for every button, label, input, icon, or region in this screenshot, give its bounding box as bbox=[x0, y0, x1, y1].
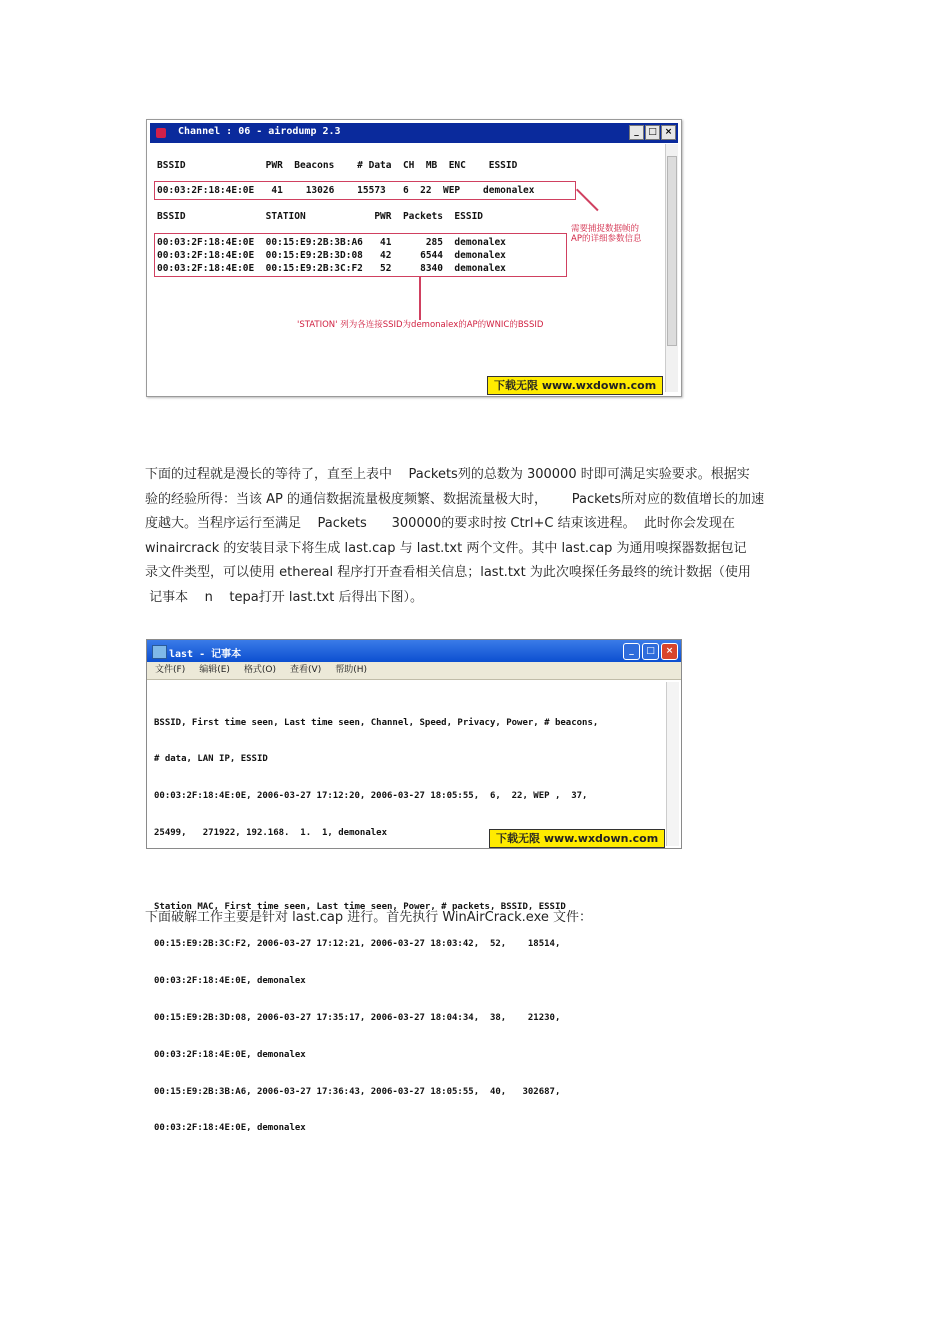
text-line: 00:15:E9:2B:3B:A6, 2006-03-27 17:36:43, 2006-03-27 18:05:55, 40, 302687, bbox=[154, 1086, 561, 1097]
station-row: 00:03:2F:18:4E:0E 00:15:E9:2B:3D:08 42 6544 demonalex bbox=[157, 250, 506, 261]
text-line: 00:03:2F:18:4E:0E, 2006-03-27 17:12:20, 2006-03-27 18:05:55, 6, 22, WEP , 37, bbox=[154, 791, 588, 802]
menu-view[interactable]: 查看(V) bbox=[290, 665, 322, 675]
menu-help[interactable]: 帮助(H) bbox=[335, 665, 368, 675]
minimize-button[interactable]: _ bbox=[629, 125, 644, 140]
text-line: # data, LAN IP, ESSID bbox=[154, 754, 268, 765]
ap-table-header: BSSID PWR Beacons # Data CH MB ENC ESSID bbox=[157, 160, 518, 171]
text-line: 25499, 271922, 192.168. 1. 1, demonalex bbox=[154, 828, 387, 839]
paragraph-1 bbox=[145, 463, 815, 610]
ap-row: 00:03:2F:18:4E:0E 41 13026 15573 6 22 WEP demonalex bbox=[157, 185, 535, 196]
paragraph-2 bbox=[145, 906, 815, 931]
minimize-button[interactable]: _ bbox=[623, 643, 640, 660]
station-table-header: BSSID STATION PWR Packets ESSID bbox=[157, 211, 484, 222]
watermark: 下载无限 www.wxdown.com bbox=[489, 829, 665, 848]
text-line: 00:03:2F:18:4E:0E, demonalex bbox=[154, 975, 306, 986]
airodump-scrollbar[interactable] bbox=[665, 144, 678, 392]
menu-edit[interactable]: 编辑(E) bbox=[199, 665, 230, 675]
close-button[interactable]: × bbox=[661, 125, 676, 140]
station-row: 00:03:2F:18:4E:0E 00:15:E9:2B:3C:F2 52 8340 demonalex bbox=[157, 263, 506, 274]
text-line: 度越大。当程序运行至满足 Packets 300000的要求时按 Ctrl+C 结束该进程。 此时你会发现在 bbox=[145, 516, 735, 531]
watermark: 下载无限 www.wxdown.com bbox=[487, 376, 663, 395]
notepad-titlebar bbox=[147, 640, 681, 662]
text-line: Station MAC, First time seen, Last time seen, Power, # packets, BSSID, ESSID bbox=[154, 902, 566, 913]
ap-note: 需要捕捉数据帧的 AP的详细参数信息 bbox=[571, 224, 642, 244]
text-line: 验的经验所得：当该 AP 的通信数据流量极度频繁、数据流量极大时， Packets所对应的数值增长的加速 bbox=[145, 491, 765, 507]
text-line: 00:15:E9:2B:3C:F2, 2006-03-27 17:12:21, 2006-03-27 18:03:42, 52, 18514, bbox=[154, 938, 561, 949]
airodump-titlebar bbox=[150, 123, 678, 143]
menu-format[interactable]: 格式(O) bbox=[243, 665, 277, 675]
maximize-button[interactable]: □ bbox=[645, 125, 660, 140]
text-line bbox=[154, 864, 598, 876]
text-line: 记事本 n tepa打开 last.txt 后得出下图）。 bbox=[145, 589, 423, 605]
text-line: 00:15:E9:2B:3D:08, 2006-03-27 17:35:17, 2006-03-27 18:04:34, 38, 21230, bbox=[154, 1012, 561, 1023]
notepad-title: last - 记事本 bbox=[169, 649, 242, 660]
station-row: 00:03:2F:18:4E:0E 00:15:E9:2B:3B:A6 41 285 demonalex bbox=[157, 237, 506, 248]
scroll-thumb[interactable] bbox=[667, 156, 677, 346]
close-button[interactable]: × bbox=[661, 643, 678, 660]
station-note-line bbox=[419, 277, 421, 320]
console-icon bbox=[156, 128, 166, 138]
airodump-title: Channel : 06 - airodump 2.3 bbox=[178, 126, 341, 137]
station-note: 'STATION' 列为各连接SSID为demonalex的AP的WNIC的BSSID bbox=[297, 320, 544, 330]
ap-note-arrow bbox=[576, 189, 598, 211]
text-line: 00:03:2F:18:4E:0E, demonalex bbox=[154, 1123, 306, 1134]
maximize-button[interactable]: □ bbox=[642, 643, 659, 660]
text-line: 下面的过程就是漫长的等待了，直至上表中 Packets列的总数为 300000 时即可满足实验要求。根据实 bbox=[145, 467, 750, 482]
menu-bar bbox=[147, 662, 681, 680]
notepad-icon bbox=[152, 645, 167, 659]
menu-file[interactable]: 文件(F) bbox=[155, 665, 186, 675]
text-line: BSSID, First time seen, Last time seen, Channel, Speed, Privacy, Power, # beacons, bbox=[154, 717, 599, 728]
text-line: 下面破解工作主要是针对 last.cap 进行。首先执行 WinAirCrack.exe 文件： bbox=[145, 910, 593, 925]
text-line: winaircrack 的安装目录下将生成 last.cap 与 last.txt 两个文件。其中 last.cap 为通用嗅探器数据包记 bbox=[145, 540, 747, 556]
text-line: 00:03:2F:18:4E:0E, demonalex bbox=[154, 1049, 306, 1060]
text-line: 录文件类型，可以使用 ethereal 程序打开查看相关信息；last.txt 为此次嗅探任务最终的统计数据（使用 bbox=[145, 565, 751, 580]
airodump-window bbox=[146, 119, 682, 397]
notepad-scrollbar[interactable] bbox=[666, 682, 679, 846]
